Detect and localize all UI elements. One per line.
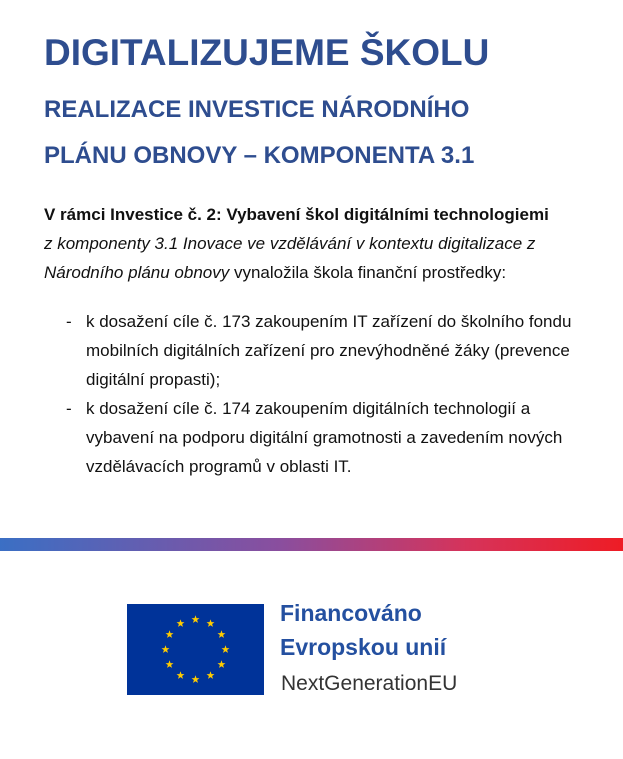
intro-rest-text: vynaložila škola finanční prostředky: <box>229 263 507 282</box>
logo-line-3: NextGenerationEU <box>281 672 458 695</box>
intro-paragraph <box>44 200 604 287</box>
eu-flag-svg <box>127 604 264 695</box>
page-title: DIGITALIZUJEME ŠKOLU <box>44 32 490 73</box>
list-item-text: k dosažení cíle č. 174 zakoupením digitálních technologií a vybavení na podporu digitální gramotnosti a zavedením nových vzdělávacích programů v oblasti IT. <box>86 399 563 476</box>
dash-bullet: - <box>66 399 72 418</box>
list-item <box>44 394 584 481</box>
dash-bullet: - <box>66 312 72 331</box>
gradient-divider <box>0 538 623 551</box>
intro-bold-line: V rámci Investice č. 2: Vybavení škol digitálními technologiemi <box>44 205 549 224</box>
logo-line-2: Evropskou unií <box>280 634 447 660</box>
list-item-text: k dosažení cíle č. 173 zakoupením IT zařízení do školního fondu mobilních digitálních zařízení pro znevýhodněné žáky (prevence digitální propasti); <box>86 312 572 389</box>
logo-line-1: Financováno <box>280 600 422 626</box>
eu-flag-icon <box>127 604 264 695</box>
bullet-list <box>44 307 584 481</box>
subtitle-line-2: PLÁNU OBNOVY – KOMPONENTA 3.1 <box>44 142 475 169</box>
list-item <box>44 307 584 394</box>
intro-italic-text: z komponenty 3.1 Inovace ve vzdělávání v kontextu digitalizace z Národního plánu obnovy <box>44 234 536 282</box>
subtitle-line-1: REALIZACE INVESTICE NÁRODNÍHO <box>44 96 470 123</box>
